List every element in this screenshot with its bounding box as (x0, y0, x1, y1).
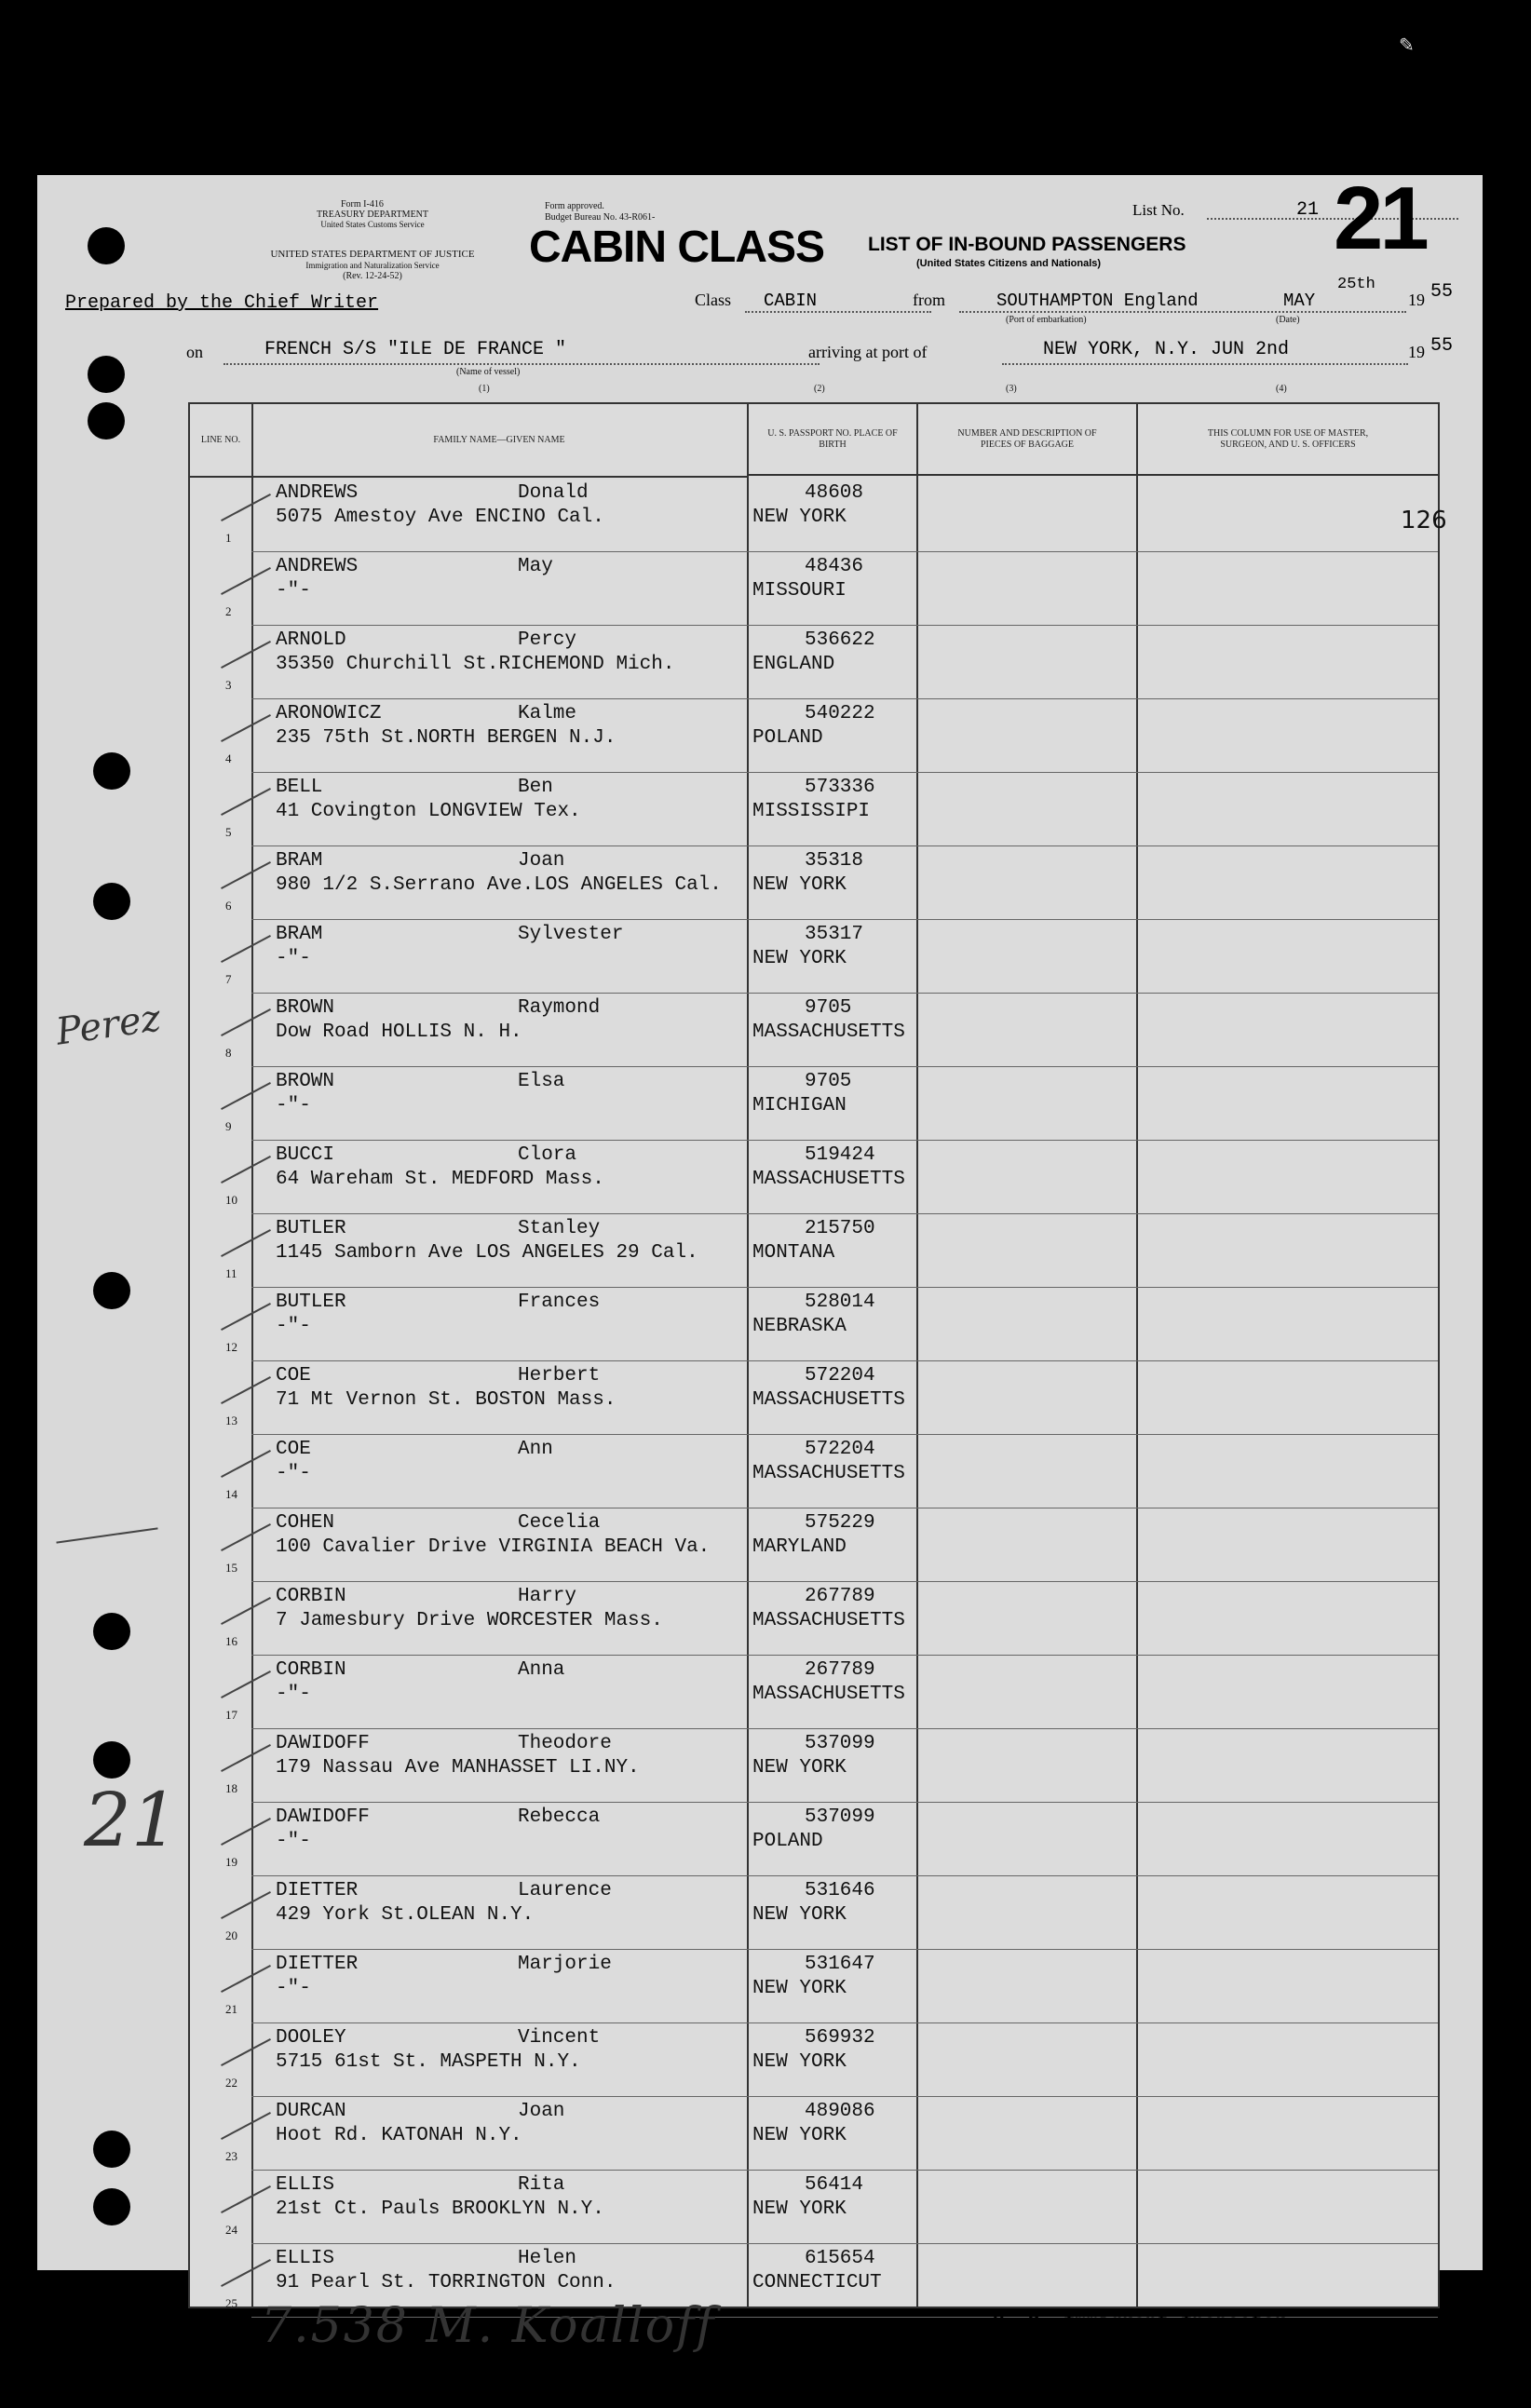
passport-number: 540222 (805, 703, 875, 724)
line-number: 1 (225, 531, 232, 545)
line-number: 9 (225, 1119, 232, 1133)
given-name: Kalme (518, 703, 577, 724)
year-value: 55 (1430, 281, 1454, 303)
address: 41 Covington LONGVIEW Tex. (276, 801, 581, 822)
family-name: ANDREWS (276, 482, 359, 504)
punch-hole (88, 356, 125, 393)
passport-number: 519424 (805, 1144, 875, 1166)
punch-hole (93, 752, 130, 790)
prepared-by: Prepared by the Chief Writer (65, 292, 379, 314)
address: -"- (276, 1095, 311, 1116)
address: 5715 61st St. MASPETH N.Y. (276, 2051, 581, 2073)
family-name: COHEN (276, 1512, 335, 1534)
line-number: 17 (225, 1708, 237, 1722)
family-name: BRAM (276, 924, 323, 945)
line-number: 18 (225, 1781, 237, 1795)
place-of-birth: NEW YORK (752, 2198, 847, 2220)
line-number: 20 (225, 1928, 237, 1942)
check-mark (221, 1229, 271, 1257)
family-name: DAWIDOFF (276, 1806, 370, 1828)
manifest-sheet (37, 169, 1483, 2354)
col-num-3: (3) (1006, 384, 1017, 394)
check-mark (221, 1303, 271, 1331)
table-row (190, 1361, 1438, 1435)
table-row (190, 1214, 1438, 1288)
check-mark (221, 1082, 271, 1110)
passport-number: 9705 (805, 997, 852, 1019)
place-of-birth: MONTANA (752, 1242, 835, 1264)
table-row (190, 920, 1438, 994)
family-name: DAWIDOFF (276, 1733, 370, 1754)
family-name: DURCAN (276, 2101, 346, 2122)
passport-number: 537099 (805, 1733, 875, 1754)
passport-number: 56414 (805, 2174, 864, 2196)
table-row (190, 1288, 1438, 1361)
ins-service: Immigration and Naturalization Service (305, 261, 440, 270)
line-number: 12 (225, 1340, 237, 1354)
line-number: 14 (225, 1487, 237, 1501)
place-of-birth: NEW YORK (752, 1757, 847, 1779)
given-name: May (518, 556, 553, 577)
port-embark-caption: (Port of embarkation) (1006, 315, 1087, 325)
punch-hole (93, 2188, 130, 2225)
place-of-birth: MISSOURI (752, 580, 847, 602)
address: -"- (276, 1978, 311, 1999)
place-of-birth: NEW YORK (752, 2125, 847, 2146)
place-of-birth: NEBRASKA (752, 1316, 847, 1337)
header-baggage: NUMBER AND DESCRIPTION OF PIECES OF BAGGAGE (918, 404, 1136, 476)
header-officers: THIS COLUMN FOR USE OF MASTER, SURGEON, AND U. S. OFFICERS (1138, 404, 1438, 476)
passport-number: 215750 (805, 1218, 875, 1239)
place-of-birth: MASSACHUSETTS (752, 1389, 905, 1411)
table-row (190, 773, 1438, 846)
address: Hoot Rd. KATONAH N.Y. (276, 2125, 522, 2146)
check-mark (221, 1818, 271, 1846)
table-row (190, 2171, 1438, 2244)
revision: (Rev. 12-24-52) (343, 271, 402, 281)
address: 179 Nassau Ave MANHASSET LI.NY. (276, 1757, 640, 1779)
date-value: MAY (1283, 291, 1316, 311)
list-no-typed: 21 (1296, 199, 1320, 221)
form-approval: Form approved. (545, 201, 604, 211)
check-mark (221, 1156, 271, 1184)
punch-hole (93, 883, 130, 920)
list-title: LIST OF IN-BOUND PASSENGERS (868, 234, 1186, 255)
arriving-value: NEW YORK, N.Y. JUN 2nd (1043, 339, 1290, 360)
inspector-stamp: U. S. Immigrant Inspector (993, 2313, 1287, 2334)
given-name: Theodore (518, 1733, 612, 1754)
passport-number: 536622 (805, 629, 875, 651)
punch-hole (88, 402, 125, 440)
given-name: Joan (518, 850, 565, 872)
address: Dow Road HOLLIS N. H. (276, 1021, 522, 1043)
check-mark (221, 788, 271, 816)
family-name: ELLIS (276, 2174, 335, 2196)
given-name: Raymond (518, 997, 601, 1019)
line-number: 25 (225, 2296, 237, 2310)
given-name: Joan (518, 2101, 565, 2122)
vessel-value: FRENCH S/S "ILE DE FRANCE " (264, 339, 567, 360)
arriving-label: arriving at port of (808, 343, 928, 361)
check-mark (221, 2259, 271, 2287)
passport-number: 489086 (805, 2101, 875, 2122)
check-mark (221, 935, 271, 963)
address: -"- (276, 1684, 311, 1705)
place-of-birth: NEW YORK (752, 2051, 847, 2073)
punch-hole (93, 1272, 130, 1309)
given-name: Sylvester (518, 924, 624, 945)
address: 235 75th St.NORTH BERGEN N.J. (276, 727, 616, 749)
place-of-birth: NEW YORK (752, 1978, 847, 1999)
col-num-2: (2) (814, 384, 825, 394)
line-number: 5 (225, 825, 232, 839)
year-prefix: 19 (1408, 291, 1425, 309)
table-row (190, 699, 1438, 773)
table-row (190, 1729, 1438, 1803)
line-number: 13 (225, 1414, 237, 1427)
place-of-birth: POLAND (752, 1831, 823, 1852)
place-of-birth: MICHIGAN (752, 1095, 847, 1116)
table-row (190, 994, 1438, 1067)
margin-stroke (56, 1527, 157, 1543)
line-number: 11 (225, 1266, 237, 1280)
passport-number: 573336 (805, 777, 875, 798)
date-caption: (Date) (1276, 315, 1300, 325)
justice-dept: UNITED STATES DEPARTMENT OF JUSTICE (270, 249, 475, 260)
place-of-birth: NEW YORK (752, 1904, 847, 1926)
address: -"- (276, 1316, 311, 1337)
given-name: Vincent (518, 2027, 601, 2049)
customs-service: United States Customs Service (320, 220, 425, 229)
passport-number: 35317 (805, 924, 864, 945)
passport-number: 569932 (805, 2027, 875, 2049)
class-label: Class (695, 291, 732, 309)
family-name: CORBIN (276, 1586, 346, 1607)
address: 7 Jamesbury Drive WORCESTER Mass. (276, 1610, 663, 1631)
check-mark (221, 1597, 271, 1625)
family-name: ANDREWS (276, 556, 359, 577)
arriving-year: 55 (1430, 335, 1454, 357)
passport-number: 48436 (805, 556, 864, 577)
given-name: Rebecca (518, 1806, 601, 1828)
passport-number: 615654 (805, 2248, 875, 2269)
passport-number: 9705 (805, 1071, 852, 1092)
table-row (190, 1067, 1438, 1141)
line-number: 6 (225, 899, 232, 913)
line-number: 8 (225, 1046, 232, 1060)
family-name: BUTLER (276, 1292, 346, 1313)
check-mark (221, 1965, 271, 1993)
family-name: BUCCI (276, 1144, 335, 1166)
bottom-handwriting: 7.538 M. Koalloff (261, 2298, 716, 2354)
date-day: 25th (1337, 276, 1375, 293)
table-row (190, 479, 1447, 552)
passport-number: 572204 (805, 1439, 875, 1460)
on-label: on (186, 343, 203, 361)
passport-number: 537099 (805, 1806, 875, 1828)
family-name: BUTLER (276, 1218, 346, 1239)
line-number: 15 (225, 1561, 237, 1575)
address: 5075 Amestoy Ave ENCINO Cal. (276, 507, 604, 528)
address: -"- (276, 580, 311, 602)
check-mark (221, 861, 271, 889)
given-name: Helen (518, 2248, 577, 2269)
table-row (190, 2097, 1438, 2171)
address: 980 1/2 S.Serrano Ave.LOS ANGELES Cal. (276, 874, 722, 896)
place-of-birth: MISSISSIPI (752, 801, 871, 822)
place-of-birth: MASSACHUSETTS (752, 1463, 905, 1484)
table-row (190, 1656, 1438, 1729)
table-row (190, 1508, 1438, 1582)
given-name: Ben (518, 777, 553, 798)
punch-hole (93, 2131, 130, 2168)
place-of-birth: ENGLAND (752, 654, 835, 675)
passport-number: 575229 (805, 1512, 875, 1534)
table-row (190, 1876, 1438, 1950)
check-mark (221, 567, 271, 595)
table-row (190, 2023, 1438, 2097)
table-row (190, 1803, 1438, 1876)
given-name: Elsa (518, 1071, 565, 1092)
vessel-caption: (Name of vessel) (456, 367, 521, 377)
treasury-dept: TREASURY DEPARTMENT (316, 210, 429, 220)
address: 21st Ct. Pauls BROOKLYN N.Y. (276, 2198, 604, 2220)
place-of-birth: NEW YORK (752, 948, 847, 969)
header-name: FAMILY NAME—GIVEN NAME (251, 404, 747, 478)
given-name: Ann (518, 1439, 553, 1460)
check-mark (221, 1008, 271, 1036)
margin-number-note: 21 (84, 1777, 179, 1863)
passport-number: 48608 (805, 482, 864, 504)
list-no-label: List No. (1132, 201, 1185, 219)
table-row (190, 846, 1438, 920)
check-mark (221, 714, 271, 742)
class-value: CABIN (764, 291, 818, 311)
line-number: 7 (225, 972, 232, 986)
check-mark (221, 2112, 271, 2140)
from-line (959, 311, 1406, 313)
check-mark (221, 1891, 271, 1919)
given-name: Stanley (518, 1218, 601, 1239)
line-number: 23 (225, 2149, 237, 2163)
check-mark (221, 1450, 271, 1478)
family-name: ELLIS (276, 2248, 335, 2269)
place-of-birth: POLAND (752, 727, 823, 749)
budget-bureau: Budget Bureau No. 43-R061- (545, 212, 656, 223)
punch-hole (93, 1741, 130, 1779)
check-mark (221, 1523, 271, 1551)
line-number: 16 (225, 1634, 237, 1648)
given-name: Cecelia (518, 1512, 601, 1534)
check-mark (221, 1376, 271, 1404)
address: 91 Pearl St. TORRINGTON Conn. (276, 2272, 616, 2293)
address: -"- (276, 1831, 311, 1852)
given-name: Laurence (518, 1880, 612, 1901)
given-name: Donald (518, 482, 589, 504)
table-row (190, 1435, 1438, 1508)
table-row (190, 1141, 1438, 1214)
place-of-birth: MASSACHUSETTS (752, 1021, 905, 1043)
place-of-birth: NEW YORK (752, 874, 847, 896)
place-of-birth: MASSACHUSETTS (752, 1169, 905, 1190)
line-number: 24 (225, 2223, 237, 2237)
class-line (745, 311, 931, 313)
line-number: 21 (225, 2002, 237, 2016)
family-name: BELL (276, 777, 323, 798)
table-row (190, 626, 1438, 699)
margin-name-note: Perez (53, 996, 164, 1054)
col-num-1: (1) (479, 384, 490, 394)
family-name: ARNOLD (276, 629, 346, 651)
passport-number: 267789 (805, 1586, 875, 1607)
given-name: Clora (518, 1144, 577, 1166)
list-no-stamp: 21 (1334, 169, 1426, 268)
passport-number: 35318 (805, 850, 864, 872)
given-name: Percy (518, 629, 577, 651)
passport-number: 531647 (805, 1954, 875, 1975)
address: -"- (276, 948, 311, 969)
family-name: BRAM (276, 850, 323, 872)
family-name: COE (276, 1365, 311, 1387)
check-mark (221, 641, 271, 669)
passport-number: 528014 (805, 1292, 875, 1313)
printer-line-2: York 14, N. Y. (1369, 2322, 1429, 2334)
punch-hole (93, 1613, 130, 1650)
table-row (190, 552, 1438, 626)
given-name: Anna (518, 1659, 565, 1681)
place-of-birth: CONNECTICUT (752, 2272, 882, 2293)
check-mark (221, 1744, 271, 1772)
punch-hole (88, 227, 125, 264)
address: 1145 Samborn Ave LOS ANGELES 29 Cal. (276, 1242, 698, 1264)
printer-line-1: Printed (1369, 2307, 1399, 2319)
family-name: ARONOWICZ (276, 703, 382, 724)
address: 100 Cavalier Drive VIRGINIA BEACH Va. (276, 1536, 711, 1558)
check-mark (221, 1671, 271, 1698)
vessel-line (224, 363, 820, 365)
family-name: DIETTER (276, 1954, 359, 1975)
passport-number: 531646 (805, 1880, 875, 1901)
address: 71 Mt Vernon St. BOSTON Mass. (276, 1389, 616, 1411)
address: 429 York St.OLEAN N.Y. (276, 1904, 535, 1926)
from-label: from (913, 291, 945, 309)
place-of-birth: NEW YORK (752, 507, 847, 528)
place-of-birth: MASSACHUSETTS (752, 1684, 905, 1705)
family-name: BROWN (276, 1071, 335, 1092)
line-number: 4 (225, 751, 232, 765)
family-name: DIETTER (276, 1880, 359, 1901)
from-value: SOUTHAMPTON England (996, 291, 1199, 311)
header-passport: U. S. PASSPORT NO. PLACE OF BIRTH (749, 404, 916, 476)
cabin-class-title: CABIN CLASS (529, 223, 825, 272)
line-number: 22 (225, 2076, 237, 2090)
given-name: Herbert (518, 1365, 601, 1387)
list-subtitle: (United States Citizens and Nationals) (916, 258, 1102, 269)
address: 64 Wareham St. MEDFORD Mass. (276, 1169, 604, 1190)
family-name: DOOLEY (276, 2027, 346, 2049)
line-number: 2 (225, 604, 232, 618)
address: 35350 Churchill St.RICHEMOND Mich. (276, 654, 675, 675)
given-name: Harry (518, 1586, 577, 1607)
check-mark (221, 2185, 271, 2213)
form-number: Form I-416 (341, 199, 384, 210)
check-mark (221, 2038, 271, 2066)
line-number: 3 (225, 678, 232, 692)
family-name: COE (276, 1439, 311, 1460)
place-of-birth: MASSACHUSETTS (752, 1610, 905, 1631)
given-name: Frances (518, 1292, 601, 1313)
corner-mark: ✎ (1399, 35, 1415, 56)
family-name: CORBIN (276, 1659, 346, 1681)
officer-note: 126 (1401, 507, 1447, 534)
line-number: 19 (225, 1855, 237, 1869)
passport-number: 572204 (805, 1365, 875, 1387)
table-row (190, 1582, 1438, 1656)
address: -"- (276, 1463, 311, 1484)
col-num-4: (4) (1276, 384, 1287, 394)
check-mark (221, 494, 271, 521)
table-row (190, 1950, 1438, 2023)
arriving-year-prefix: 19 (1408, 343, 1425, 361)
passenger-table (188, 402, 1447, 2310)
family-name: BROWN (276, 997, 335, 1019)
header-line-no: LINE NO. (190, 404, 251, 478)
given-name: Rita (518, 2174, 565, 2196)
arriving-line (1002, 363, 1408, 365)
given-name: Marjorie (518, 1954, 612, 1975)
passport-number: 267789 (805, 1659, 875, 1681)
place-of-birth: MARYLAND (752, 1536, 847, 1558)
line-number: 10 (225, 1193, 237, 1207)
